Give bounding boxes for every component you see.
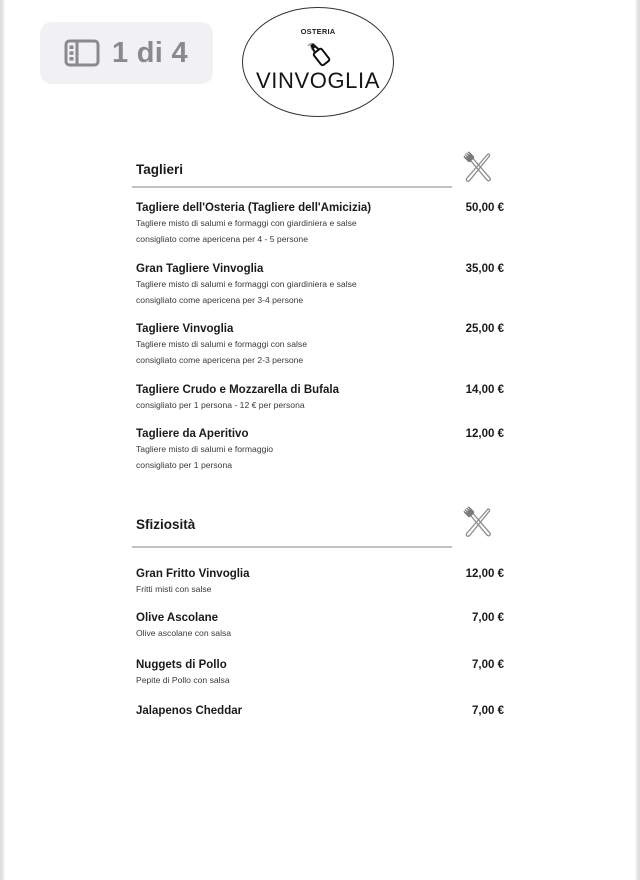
item-description-line: consigliato come apericena per 4 - 5 persone xyxy=(136,233,308,244)
item-name: Gran Tagliere Vinvoglia xyxy=(136,263,264,275)
menu-item xyxy=(136,567,504,598)
menu-item xyxy=(136,427,504,473)
item-description xyxy=(136,673,504,689)
menu-item xyxy=(136,383,504,414)
item-description xyxy=(136,216,504,247)
logo-osteria-text: OSTERIA xyxy=(300,27,336,36)
logo-name: VINVOGLIA xyxy=(256,68,380,93)
menu-item xyxy=(136,201,504,247)
section-title-taglieri: Taglieri xyxy=(136,162,184,177)
item-description-line: Olive ascolane con salsa xyxy=(136,628,232,638)
menu-item xyxy=(136,322,504,368)
item-price: 7,00 € xyxy=(472,705,504,717)
item-name: Tagliere Vinvoglia xyxy=(136,323,234,335)
page-edge-left xyxy=(0,0,5,880)
item-description-line: consigliato per 1 persona xyxy=(136,459,233,470)
item-description xyxy=(136,398,504,414)
page-edge-right xyxy=(635,0,640,880)
item-price: 7,00 € xyxy=(472,659,504,671)
item-description-line: Tagliere misto di salumi e formaggi con giardiniera e salse xyxy=(136,279,357,289)
item-description xyxy=(136,582,504,598)
item-description-line: Tagliere misto di salumi e formaggi con giardiniera e salse xyxy=(136,218,357,228)
item-price: 7,00 € xyxy=(472,612,504,624)
menu-item xyxy=(136,262,504,308)
item-description-line: Pepite di Pollo con salsa xyxy=(136,675,230,685)
page-indicator-button[interactable] xyxy=(40,22,213,84)
item-description xyxy=(136,277,504,308)
item-price: 50,00 € xyxy=(465,202,504,214)
item-description-line: Fritti misti con salse xyxy=(136,584,212,594)
item-price: 25,00 € xyxy=(465,323,504,335)
section-divider xyxy=(132,186,452,188)
item-price: 14,00 € xyxy=(465,384,504,396)
sidebar-icon xyxy=(64,39,100,67)
item-price: 12,00 € xyxy=(465,428,504,440)
item-description-line: Tagliere misto di salumi e formaggi con salse xyxy=(136,339,307,349)
item-description-line: Tagliere misto di salumi e formaggio xyxy=(136,444,274,454)
item-description-line: consigliato come apericena per 2-3 persone xyxy=(136,354,304,365)
item-description-line: consigliato come apericena per 3-4 persone xyxy=(136,294,304,305)
page-indicator-label: 1 di 4 xyxy=(112,36,188,69)
item-description xyxy=(136,337,504,368)
wine-bottle-icon xyxy=(302,40,338,68)
item-description xyxy=(136,626,504,642)
fork-knife-icon xyxy=(462,151,492,183)
menu-item xyxy=(136,658,504,689)
section-divider xyxy=(132,546,452,548)
item-name: Tagliere dell'Osteria (Tagliere dell'Amicizia) xyxy=(136,202,372,214)
menu-item xyxy=(136,704,504,718)
menu-item xyxy=(136,611,504,642)
item-description-line: consigliato per 1 persona - 12 € per persona xyxy=(136,400,305,410)
item-name: Jalapenos Cheddar xyxy=(136,705,243,717)
item-name: Tagliere Crudo e Mozzarella di Bufala xyxy=(136,384,339,396)
item-price: 12,00 € xyxy=(465,568,504,580)
restaurant-logo xyxy=(242,7,394,117)
fork-knife-icon xyxy=(462,506,492,538)
item-name: Olive Ascolane xyxy=(136,612,219,624)
item-name: Gran Fritto Vinvoglia xyxy=(136,568,250,580)
item-name: Tagliere da Aperitivo xyxy=(136,428,249,440)
item-description xyxy=(136,442,504,473)
section-title-sfiziosita: Sfiziosità xyxy=(136,517,196,532)
item-name: Nuggets di Pollo xyxy=(136,659,227,671)
item-price: 35,00 € xyxy=(465,263,504,275)
